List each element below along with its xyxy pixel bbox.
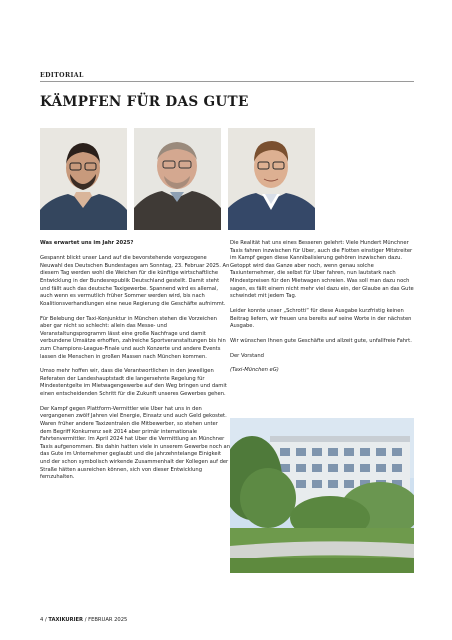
paragraph: Die Realität hat uns eines Besseren gelehrt: Viele Hundert Münchner Taxis fahren inzwischen für Uber, auch die Flotten einstiger Mitstreiter im Kampf gegen diese Kannibalisierung gehören inzwischen dazu. Getoppt wird das Ganze aber noch, wenn genau solche Taxiunternehmer, die selbst für Uber fahren, nun lautstark nach Mindestpreisen für den Mietwagen schreien. Was soll man dazu noch sagen, es fällt einem nicht mehr viel dazu ein, der Glaube an das Gute schwindet mit jedem Tag. (230, 240, 414, 300)
signature-title: Der Vorstand (230, 352, 264, 359)
paragraph: Für Belebung der Taxi-Konjunktur in München stehen die Vorzeichen aber gar nicht so schlecht: allein das Messe- und Veranstaltungsprogramm lässt eine große Nachfrage und damit verbundene Umsätze erhoffen, zahlreiche Sportveranstaltungen bis hin zum Champions-League-Finale und auch Konzerte und andere Events lassen die Menschen in großen Massen nach München kommen. (40, 315, 226, 360)
paragraph: Gespannt blickt unser Land auf die bevorstehende vorgezogene Neuwahl des Deutschen Bundestages am Sonntag, 23. Februar 2025. An diesem Tag werden wohl die Weichen für die künftige wirtschaftliche Entwicklung in der Bundesrepublik Deutschland gestellt. Damit steht und fällt auch das deutsche Taxigewerbe. Spannend wird es allemal, auch wenn es vermutlich früher Sommer werden wird, bis nach Koalitionsverhandlungen eine neue Regierung die Geschäfte aufnimmt. (40, 255, 230, 307)
page-number: 4 / (40, 617, 49, 623)
magazine-brand: TAXIKURIER (48, 617, 84, 623)
paragraph: Wir wünschen Ihnen gute Geschäfte und allzeit gute, unfallfreie Fahrt. (230, 337, 412, 344)
portrait-photo-1 (40, 128, 127, 230)
paragraph: Leider konnte unser „Schrotti“ für diese Ausgabe kurzfristig keinen Beitrag liefern, wir freuen uns bereits auf seine Worte in der nächsten Ausgabe. (230, 307, 412, 330)
paragraph: Umso mehr hoffen wir, dass die Verantwortlichen in den jeweiligen Referaten der Landeshauptstadt die langersehnte Regelung für Mindestentgelte im Mietwagengewerbe auf den Weg bringen und damit einen entscheidenden Schritt für die Zukunft unseres Gewerbes gehen. (40, 368, 227, 398)
right-column (230, 240, 416, 382)
signature-org: (Taxi-München eG) (230, 367, 279, 374)
portrait-photo-3 (228, 128, 315, 230)
paragraph: Der Kampf gegen Plattform-Vermittler wie Uber hat uns in den vergangenen zwölf Jahren viel Energie, Einsatz und auch Geld gekostet. Waren früher andere Taxizentralen die Mitbewerber, so stehen unter dem Begriff Konkurrenz seit 2014 aber primär internationale Fahrtenvermittler. Im April 2024 hat Uber die Vermittlung an Münchner Taxis aufgenommen. Bis dahin hatten viele in unserem Gewerbe noch an das Gute im Unternehmer geglaubt und die jahrzehntelange Einigkeit und der schon symbolisch wirkende Zusammenhalt der Kollegen auf der Straße hätten ausreichen können, sich von dieser Entwicklung fernzuhalten. (40, 405, 230, 481)
kicker-divider (40, 81, 414, 82)
section-kicker: EDITORIAL (40, 72, 84, 79)
page-footer (40, 617, 127, 623)
building-photo (230, 418, 414, 573)
headline: KÄMPFEN FÜR DAS GUTE (40, 94, 249, 110)
left-column (40, 240, 230, 489)
portrait-photo-2 (134, 128, 221, 230)
lead-question: Was erwartet uns im Jahr 2025? (40, 240, 134, 246)
issue-date: / FEBRUAR 2025 (83, 617, 128, 623)
